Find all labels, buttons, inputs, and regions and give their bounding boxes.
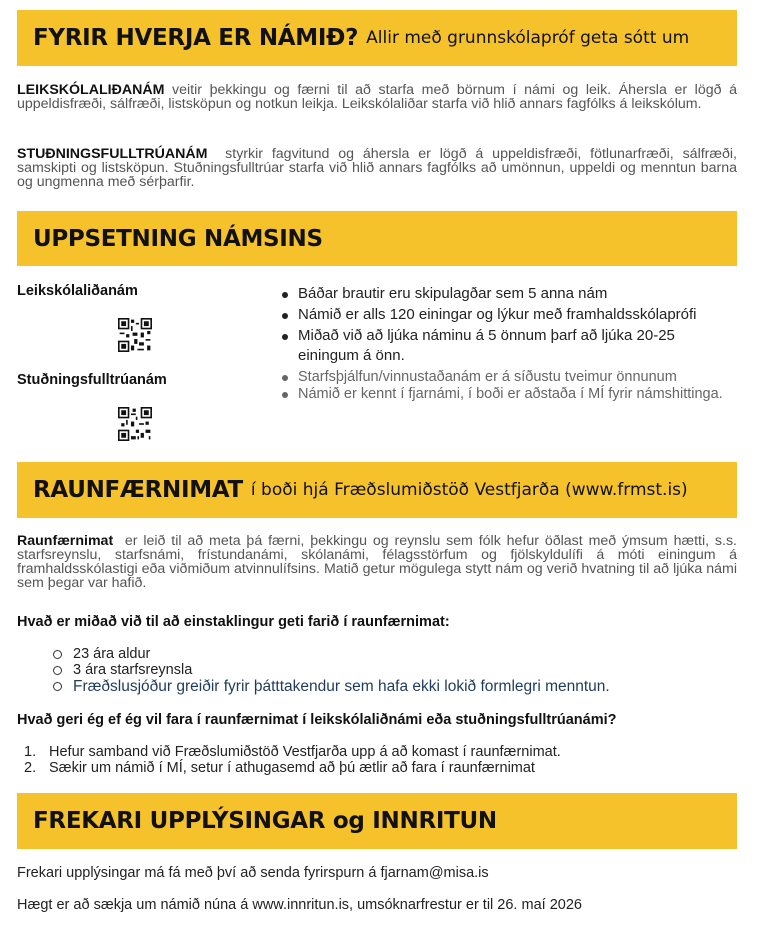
step-text: Sækir um námið í MÍ, setur í athugasemd að þú ætlir að fara í raunfærnimat: [49, 760, 535, 776]
paragraph-text: er leið til að meta þá færni, þekkingu og reynslu sem fólk hefur öðlast með ýmsum hætti, s.s. starfsreynslu, starfsnámi, frístundanámi, skólanámi, félagsstörfum og fjölskyldulífi á móti einingum á framhaldsskólastigi eða viðmiðum atvinnulífsins. Matið getur mögulega stytt nám og verið hvatning til að ljúka námi sem þegar var hafið.: [17, 533, 737, 591]
paragraph-lead: STUÐNINGSFULLTRÚANÁM: [17, 146, 208, 162]
list-item: Báðar brautir eru skipulagðar sem 5 anna nám: [282, 284, 737, 304]
steps-list: [24, 744, 561, 776]
step-number: 2.: [24, 760, 37, 776]
list-item: Námið er alls 120 einingar og lýkur með framhaldsskólaprófi: [282, 305, 737, 325]
program-label-studningsfulltruanam: Stuðningsfulltrúanám: [17, 372, 167, 388]
program-label-leikskolalidanam: Leikskólaliðanám: [17, 283, 138, 299]
qr-code-icon[interactable]: [118, 407, 152, 441]
list-item: [24, 760, 561, 776]
list-item: [24, 744, 561, 760]
list-item: Starfsþjálfun/vinnustaðanám er á síðustu tveimur önnunum: [282, 370, 737, 385]
list-item: Fræðslusjóður greiðir fyrir þátttakendur sem hafa ekki lokið formlegri menntun.: [52, 678, 610, 696]
section-title: UPPSETNING NÁMSINS: [33, 225, 323, 252]
list-item: 3 ára starfsreynsla: [52, 662, 610, 678]
section-title: FYRIR HVERJA ER NÁMIÐ?: [33, 25, 359, 51]
list-item: 23 ára aldur: [52, 646, 610, 662]
paragraph-lead: Raunfærnimat: [17, 533, 114, 549]
paragraph-lead: LEIKSKÓLALIÐANÁM: [17, 82, 165, 98]
banner-course-structure: [17, 211, 737, 266]
section-subtitle: Allir með grunnskólapróf geta sótt um: [366, 28, 690, 48]
question-criteria: Hvað er miðað við til að einstaklingur geti farið í raunfærnimat:: [17, 614, 450, 630]
section-title: FREKARI UPPLÝSINGAR og INNRITUN: [33, 808, 497, 834]
paragraph-studningsfulltruanam: [17, 147, 737, 189]
step-text: Hefur samband við Fræðslumiðstöð Vestfjarða upp á að komast í raunfærnimat.: [49, 744, 561, 760]
registration-info-line: Hægt er að sækja um námið núna á www.innritun.is, umsóknarfrestur er til 26. maí 2026: [17, 897, 582, 913]
section-subtitle: í boði hjá Fræðslumiðstöð Vestfjarða (www.frmst.is): [250, 480, 688, 500]
section-title: RAUNFÆRNIMAT: [33, 477, 243, 503]
step-number: 1.: [24, 744, 37, 760]
paragraph-raunfaernimat: [17, 534, 737, 590]
paragraph-text: styrkir fagvitund og áhersla er lögð á uppeldisfræði, fötlunarfræði, sálfræði, samskipti og listsköpun. Stuðningsfulltrúar starfa við hlið annars fagfólks að umönnun, uppeldi og menntun barna og ungmenna með sérþarfir.: [17, 146, 737, 190]
paragraph-leikskolalidanam: [17, 83, 737, 111]
list-item: Miðað við að ljúka náminu á 5 önnum þarf að ljúka 20-25 einingum á önn.: [282, 326, 737, 366]
paragraph-text: veitir þekkingu og færni til að starfa með börnum í námi og leik. Áhersla er lögð á uppeldisfræði, sálfræði, listsköpun og notkun leikja. Leikskólaliðar starfa við hlið annars fagfólks á leikskólum.: [17, 82, 737, 112]
banner-raunfaernimat: [17, 462, 737, 518]
qr-code-icon[interactable]: [118, 318, 152, 352]
banner-for-whom: [17, 10, 737, 66]
list-item: Námið er kennt í fjarnámi, í boði er aðstaða í MÍ fyrir námshittinga.: [282, 387, 737, 402]
course-structure-list: [282, 284, 737, 402]
banner-further-info: [17, 793, 737, 849]
question-how-to-apply: Hvað geri ég ef ég vil fara í raunfærnimat í leikskólaliðnámi eða stuðningsfulltrúanámi?: [17, 712, 617, 728]
criteria-list: [52, 646, 610, 696]
contact-info-line: Frekari upplýsingar má fá með því að senda fyrirspurn á fjarnam@misa.is: [17, 865, 489, 881]
